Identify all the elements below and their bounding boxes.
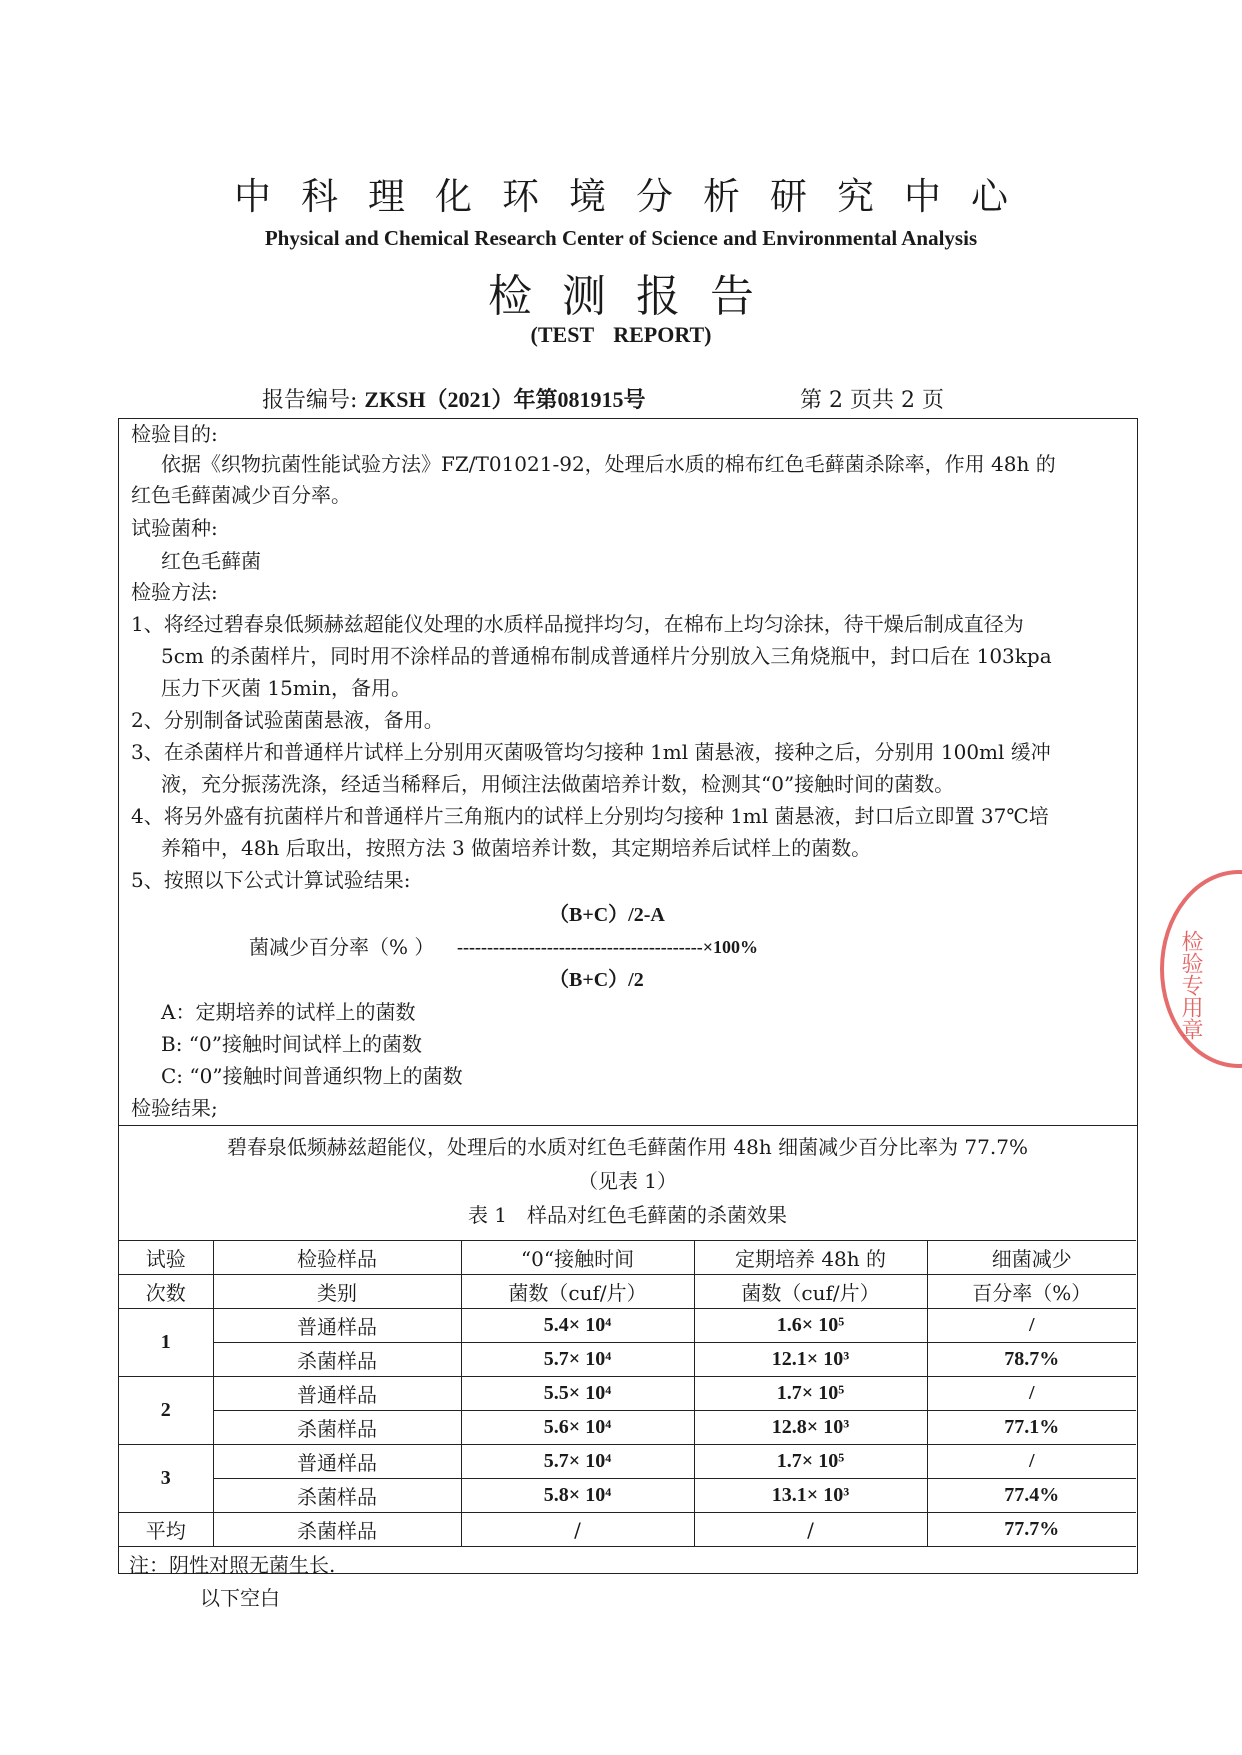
header-cell: 检验样品 — [213, 1241, 461, 1275]
run-number: 3 — [119, 1445, 213, 1513]
definition-c: C: “0”接触时间普通织物上的菌数 — [161, 1064, 463, 1088]
sample-type: 杀菌样品 — [213, 1343, 461, 1377]
after-count: 1.7× 10⁵ — [694, 1377, 927, 1411]
table-row — [119, 1445, 1136, 1479]
strain-value: 红色毛藓菌 — [161, 549, 261, 573]
method-step-1c: 压力下灭菌 15min，备用。 — [161, 676, 412, 700]
purpose-label: 检验目的: — [131, 422, 218, 446]
zero-count: 5.5× 10⁴ — [461, 1377, 694, 1411]
header-cell: 试验 — [119, 1241, 213, 1275]
header-cell: 百分率（%） — [927, 1275, 1136, 1309]
header-cell: 菌数（cuf/片） — [461, 1275, 694, 1309]
after-count: 13.1× 10³ — [694, 1479, 927, 1513]
method-step-4b: 养箱中，48h 后取出，按照方法 3 做菌培养计数，其定期培养后试样上的菌数。 — [161, 836, 872, 860]
blank-below-note: 以下空白 — [200, 1586, 280, 1610]
header-cell: 菌数（cuf/片） — [694, 1275, 927, 1309]
zero-count: 5.4× 10⁴ — [461, 1309, 694, 1343]
table-row-average — [119, 1513, 1136, 1547]
sample-type: 普通样品 — [213, 1445, 461, 1479]
sample-type: 普通样品 — [213, 1377, 461, 1411]
run-number: 平均 — [119, 1513, 213, 1547]
sample-type: 杀菌样品 — [213, 1411, 461, 1445]
purpose-line-1: 依据《织物抗菌性能试验方法》FZ/T01021-92，处理后水质的棉布红色毛藓菌杀除率，作用 48h 的 — [161, 452, 1056, 476]
report-number-label: 报告编号: — [262, 388, 358, 413]
method-step-1b: 5cm 的杀菌样片，同时用不涂样品的普通棉布制成普通样片分别放入三角烧瓶中，封口后在 103kpa — [161, 644, 1052, 668]
run-number: 1 — [119, 1309, 213, 1377]
report-number — [262, 383, 646, 414]
after-count: 1.6× 10⁵ — [694, 1309, 927, 1343]
method-label: 检验方法: — [131, 580, 218, 604]
report-frame — [118, 418, 1138, 1577]
result-label: 检验结果; — [131, 1096, 218, 1120]
zero-count: 5.8× 10⁴ — [461, 1479, 694, 1513]
reduction-rate: 78.7% — [927, 1343, 1136, 1377]
sample-type: 杀菌样品 — [213, 1479, 461, 1513]
zero-count: / — [461, 1513, 694, 1547]
method-step-1a: 1、将经过碧春泉低频赫兹超能仪处理的水质样品搅拌均匀，在棉布上均匀涂抹，待干燥后制成直径为 — [131, 612, 1024, 636]
definition-b: B: “0”接触时间试样上的菌数 — [161, 1032, 422, 1056]
report-number-value: ZKSH（2021）年第081915号 — [364, 387, 646, 412]
method-step-3b: 液，充分振荡洗涤，经适当稀释后，用倾注法做菌培养计数，检测其“0”接触时间的菌数。 — [161, 772, 955, 796]
reduction-rate: 77.4% — [927, 1479, 1136, 1513]
after-count: 12.1× 10³ — [694, 1343, 927, 1377]
formula-denominator: （B+C）/2 — [549, 969, 644, 991]
table-header-row-1 — [119, 1241, 1136, 1275]
after-count: 12.8× 10³ — [694, 1411, 927, 1445]
formula-lhs: 菌减少百分率（% ） — [249, 935, 435, 959]
sample-type: 杀菌样品 — [213, 1513, 461, 1547]
result-summary: 碧春泉低频赫兹超能仪，处理后的水质对红色毛藓菌作用 48h 细菌减少百分比率为 77.7% — [227, 1135, 1028, 1159]
result-divider — [119, 1125, 1137, 1126]
table-row — [119, 1411, 1136, 1445]
zero-count: 5.7× 10⁴ — [461, 1445, 694, 1479]
header-cell: 类别 — [213, 1275, 461, 1309]
table-title: 表 1 样品对红色毛藓菌的杀菌效果 — [467, 1203, 788, 1227]
report-title-en: (TEST REPORT) — [530, 322, 712, 347]
header-cell: 细菌减少 — [927, 1241, 1136, 1275]
formula-numerator: （B+C）/2-A — [549, 904, 665, 926]
header-cell: “0“接触时间 — [461, 1241, 694, 1275]
reduction-rate: / — [927, 1309, 1136, 1343]
official-seal-text: 检验专用章 — [1178, 930, 1203, 1040]
table-note: 注：阴性对照无菌生长. — [119, 1547, 1136, 1581]
results-table — [119, 1240, 1136, 1580]
table-row — [119, 1309, 1136, 1343]
formula-fraction-line: -----------------------------------------×100% — [457, 937, 759, 957]
method-step-3a: 3、在杀菌样片和普通样片试样上分别用灭菌吸管均匀接种 1ml 菌悬液，接种之后，分别用 100ml 缓冲 — [131, 740, 1051, 764]
table-header-row-2 — [119, 1275, 1136, 1309]
page-info: 第 2 页共 2 页 — [800, 388, 944, 413]
org-name-cn: 中科理化环境分析研究中心 — [234, 175, 1038, 218]
reduction-rate: / — [927, 1377, 1136, 1411]
reduction-rate: 77.7% — [927, 1513, 1136, 1547]
reduction-rate: 77.1% — [927, 1411, 1136, 1445]
reduction-rate: / — [927, 1445, 1136, 1479]
zero-count: 5.6× 10⁴ — [461, 1411, 694, 1445]
zero-count: 5.7× 10⁴ — [461, 1343, 694, 1377]
report-title-cn: 检测报告 — [488, 271, 784, 322]
method-step-5: 5、按照以下公式计算试验结果: — [131, 868, 411, 892]
after-count: 1.7× 10⁵ — [694, 1445, 927, 1479]
method-step-4a: 4、将另外盛有抗菌样片和普通样片三角瓶内的试样上分别均匀接种 1ml 菌悬液，封口后立即置 37℃培 — [131, 804, 1049, 828]
strain-label: 试验菌种: — [131, 516, 218, 540]
sample-type: 普通样品 — [213, 1309, 461, 1343]
method-step-2: 2、分别制备试验菌菌悬液，备用。 — [131, 708, 444, 732]
definition-a: A：定期培养的试样上的菌数 — [161, 1000, 416, 1024]
after-count: / — [694, 1513, 927, 1547]
run-number: 2 — [119, 1377, 213, 1445]
table-note-row — [119, 1547, 1136, 1581]
purpose-line-2: 红色毛藓菌减少百分率。 — [131, 483, 351, 507]
see-table-note: （见表 1） — [577, 1169, 678, 1193]
header-cell: 定期培养 48h 的 — [694, 1241, 927, 1275]
table-row — [119, 1479, 1136, 1513]
table-row — [119, 1343, 1136, 1377]
org-name-en: Physical and Chemical Research Center of Science and Environmental Analysis — [264, 226, 978, 250]
header-cell: 次数 — [119, 1275, 213, 1309]
table-row — [119, 1377, 1136, 1411]
